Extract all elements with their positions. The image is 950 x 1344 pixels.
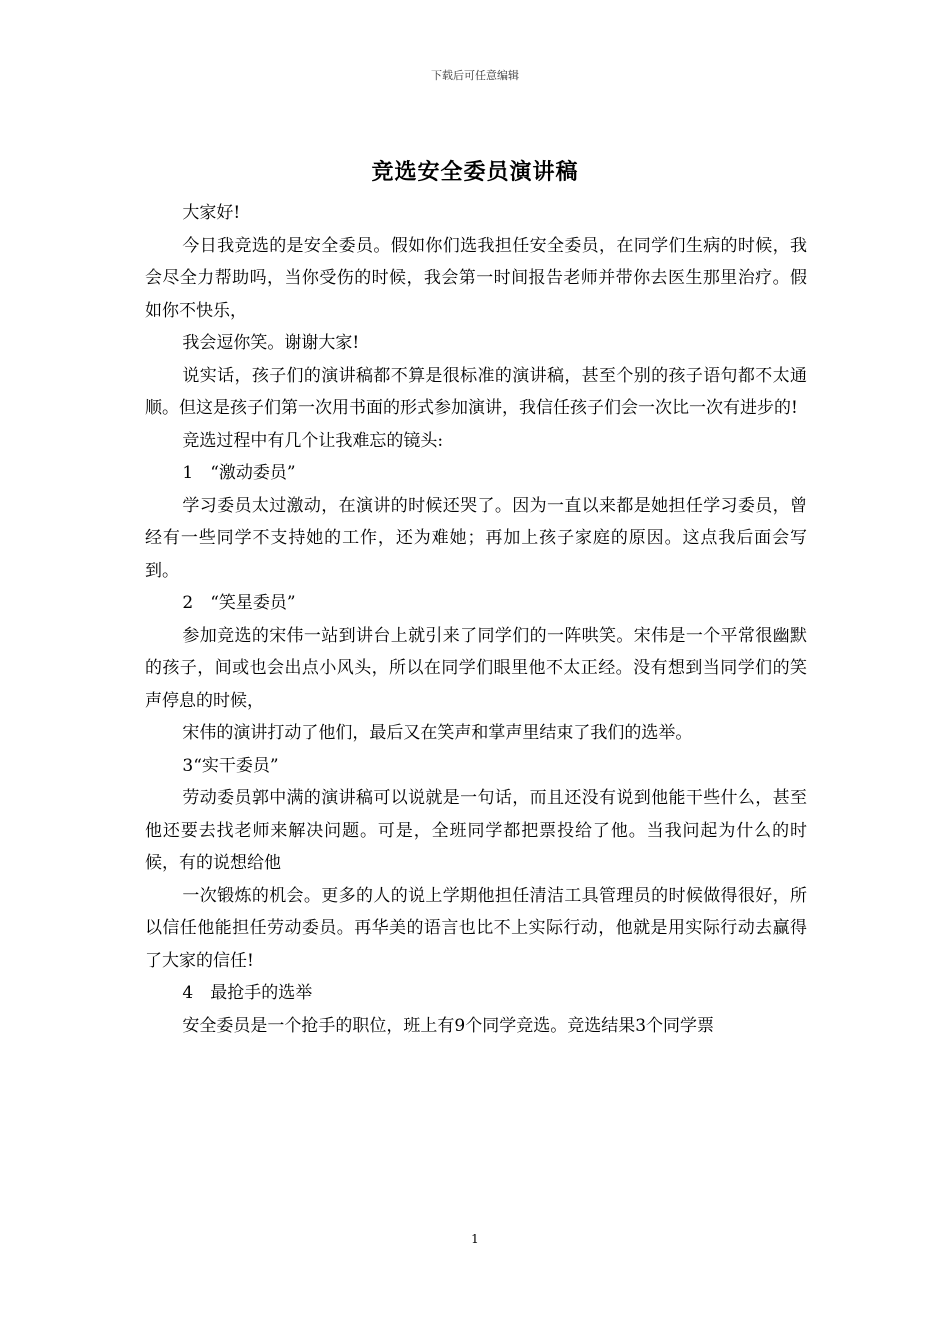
paragraph: 大家好! (182, 203, 241, 223)
paragraph: 宋伟的演讲打动了他们，最后又在笑声和掌声里结束了我们的选举。 (182, 723, 693, 743)
document-title: 竞选安全委员演讲稿 (371, 160, 579, 185)
paragraph: 我会逗你笑。谢谢大家! (182, 333, 360, 353)
header-note: 下载后可任意编辑 (431, 69, 519, 82)
paragraph: 学习委员太过激动，在演讲的时候还哭了。因为一直以来都是她担任学习委员，曾经有一些同学不支持她的工作，还为难她；再加上孩子家庭的原因。这点我后面会写到。 (145, 495, 807, 581)
paragraph: 参加竞选的宋伟一站到讲台上就引来了同学们的一阵哄笑。宋伟是一个平常很幽默的孩子，间或也会出点小风头，所以在同学们眼里他不太正经。没有想到当同学们的笑声停息的时候， (145, 625, 807, 711)
paragraph: 今日我竞选的是安全委员。假如你们选我担任安全委员，在同学们生病的时候，我会尽全力帮助吗，当你受伤的时候，我会第一时间报告老师并带你去医生那里治疗。假如你不快乐， (145, 235, 807, 321)
paragraph: 说实话，孩子们的演讲稿都不算是很标准的演讲稿，甚至个别的孩子语句都不太通顺。但这是孩子们第一次用书面的形式参加演讲，我信任孩子们会一次比一次有进步的! (145, 365, 807, 418)
paragraph: 一次锻炼的机会。更多的人的说上学期他担任清洁工具管理员的时候做得很好，所以信任他能担任劳动委员。再华美的语言也比不上实际行动，他就是用实际行动去赢得了大家的信任! (145, 885, 807, 971)
document-body (145, 197, 807, 1042)
section-heading: 2 “笑星委员” (182, 593, 296, 613)
paragraph: 劳动委员郭中满的演讲稿可以说就是一句话，而且还没有说到他能干些什么，甚至他还要去找老师来解决问题。可是，全班同学都把票投给了他。当我问起为什么的时候，有的说想给他 (145, 788, 807, 873)
section-heading: 3“实干委员” (182, 755, 279, 776)
paragraph: 安全委员是一个抢手的职位，班上有9个同学竞选。竞选结果3个同学票 (182, 1015, 715, 1036)
section-heading: 4 最抢手的选举 (182, 983, 313, 1003)
page-number: 1 (471, 1232, 479, 1246)
paragraph: 竞选过程中有几个让我难忘的镜头: (182, 430, 444, 451)
section-heading: 1 “激动委员” (182, 463, 296, 483)
